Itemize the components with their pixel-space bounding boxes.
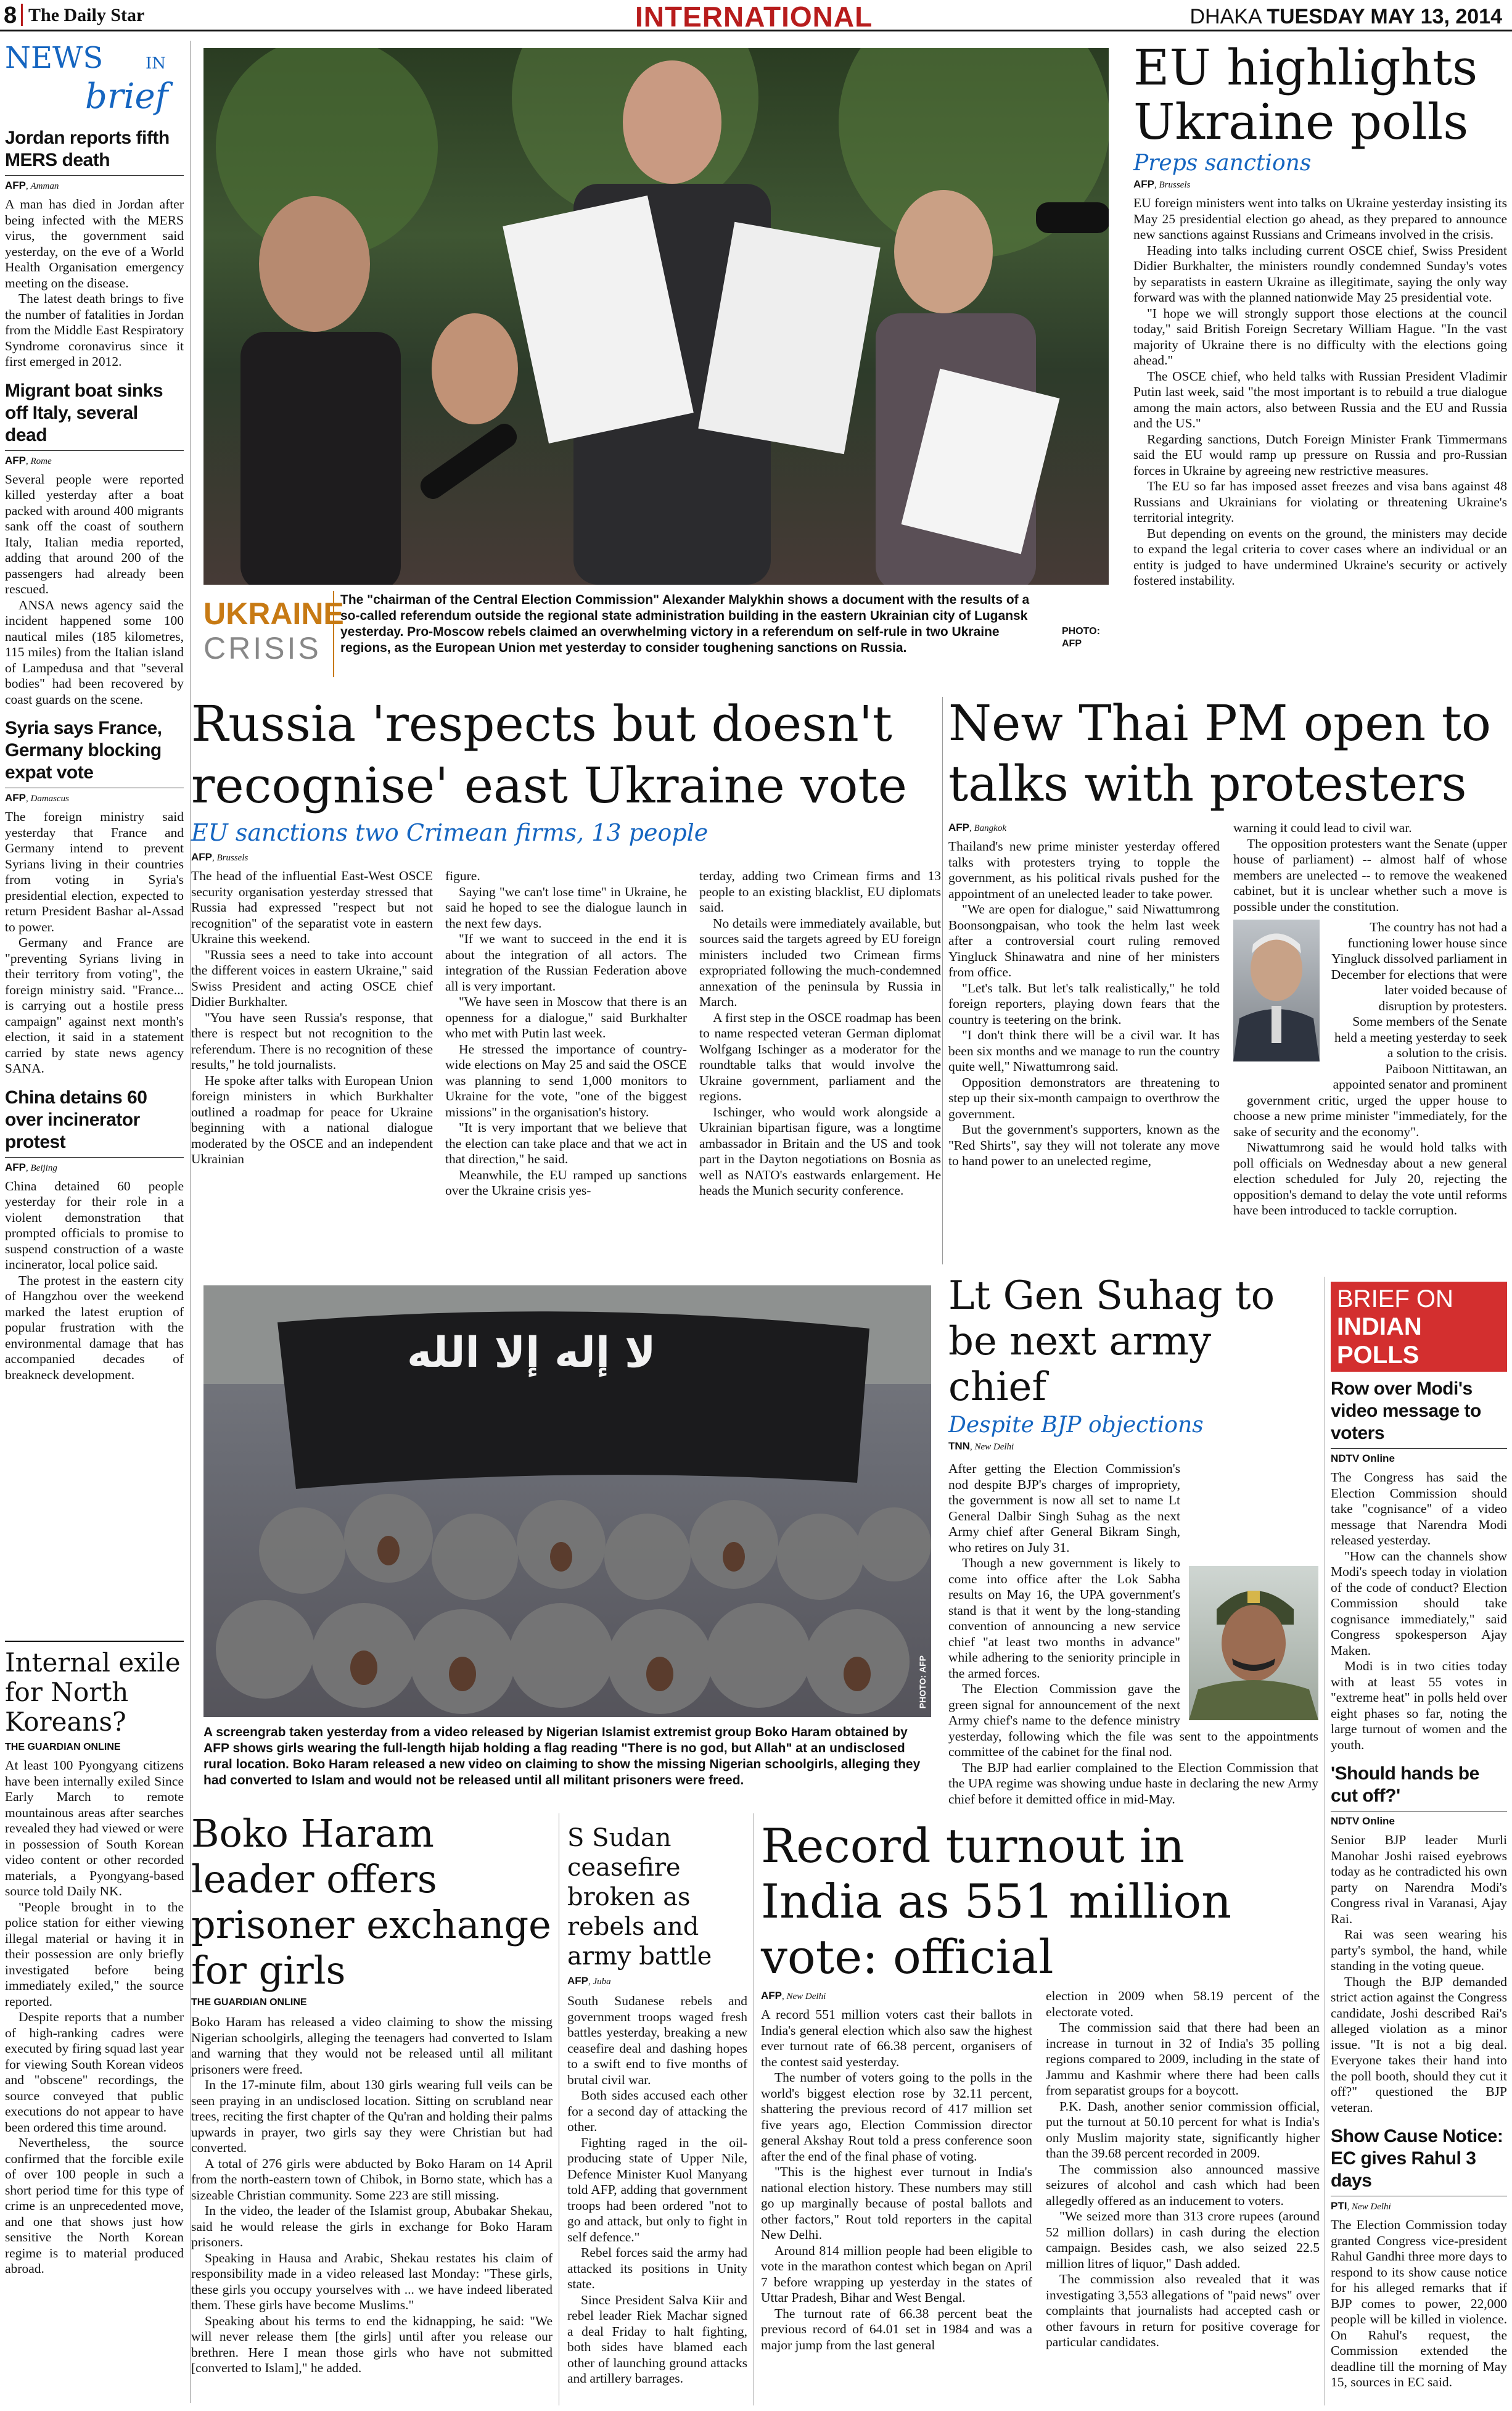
brief-rule [5,1157,184,1158]
brief-title: China detains 60 over incinerator protest [5,1087,147,1152]
ukraine-photo-caption: The "chairman of the Central Election Commission" Alexander Malykhin shows a document with the results of a so-called referendum outside the regional state administration building in the eastern Ukrainian city of Lugansk yesterday. Pro-Moscow rebels claimed an overwhelming victory in a referendum on self-rule in two Ukraine regions, as the European Union met yesterday to consider toughening sanctions on Russia. [340,593,1030,655]
russia-col-3 [699,868,941,1199]
paragraph: Rebel forces said the army had attacked its positions in Unity state. [567,2245,747,2291]
brief-body [1331,1470,1507,1753]
paragraph: He spoke after talks with European Union foreign ministers in which Burkhalter outlined a roadmap for peace for Ukraine beginning with a national dialogue moderated by the OSCE and an independent Ukrainian [191,1073,433,1166]
dateline-place: DHAKA [1189,5,1261,28]
logo-news: NEWS [5,41,104,75]
paragraph: "People brought in to the police station for either viewing illegal material or having it in their possession are only briefly investigated before being immediately exiled," the source reported. [5,1899,184,2009]
boko-photo-caption: A screengrab taken yesterday from a video released by Nigerian Islamist extremist group Boko Haram obtained by AFP shows girls wearing the full-length hijab holding a flag reading "There is no god, but Allah" at an undisclosed rural location. Boko Haram released a new video on claiming to show the missing Nigerian schoolgirls, alleging they had converted to Islam and would not be released until all militant prisoners were freed. [203,1725,921,1787]
thai-agency: AFP, Bangkok [948,822,1006,833]
exile-body [5,1758,184,2277]
sudan-agency-place: Juba [593,1977,611,1987]
brief-rule [5,450,184,451]
russia-col-2 [445,868,687,1199]
brief-agency-name: AFP [5,454,26,466]
paragraph: The latest death brings to five the number of fatalities in Jordan from the Middle East Respiratory Syndrome coronavirus since it first emerged in 2012. [5,291,184,369]
paragraph: warning it could lead to civil war. [1233,820,1412,835]
thai-col-2-bottom [1233,1093,1507,1219]
banner-line-1: BRIEF ON [1337,1285,1453,1313]
brief-agency-name: NDTV Online [1331,1453,1395,1464]
paragraph: Though a new government is likely to come into office after the Lok Sabha results on May 16, the UPA government's stand is that it went by the long-standing convention of announcing a new service chief "at least two months in advance" while adhering to the seniority principle in the armed forces. [948,1556,1180,1681]
thai-agency-place: Bangkok [974,823,1006,833]
eu-article [1133,41,1507,589]
russia-agency-place: Brussels [216,853,249,863]
brief-title: Show Cause Notice: EC gives Rahul 3 days [1331,2126,1503,2191]
brief-agency-name: AFP [5,179,26,191]
brief-rule [5,175,184,176]
paragraph: P.K. Dash, another senior commission official, put the turnout at 50.10 percent for what is India's only Muslim majority state, significantly higher than the 39.68 percent recorded in 2009. [1046,2098,1320,2161]
brief-title: Jordan reports fifth MERS death [5,128,170,170]
brief-item [5,717,184,1077]
eu-subtitle: Preps sanctions [1133,150,1312,176]
paragraph: A first step in the OSCE roadmap has been to name respected veteran German diplomat Wolfgang Ischinger as a moderator for the roundtable talks that would involve the Ukraine government, parliament and the regions. [699,1010,941,1103]
flag-text: لا إله إلا الله [407,1329,656,1377]
paragraph: "I don't think there will be a civil war. It has been six months and we manage to run the country quite well," Niwattumrong said. [948,1028,1220,1074]
brief-agency-name: AFP [5,792,26,804]
paragraph: Senior BJP leader Murli Manohar Joshi raised eyebrows today as he contradicted his own party on Narendra Modi's Congress rival in Varanasi, Ajay Rai. [1331,1832,1507,1926]
turnout-agency-place: New Delhi [786,1992,826,2001]
brief-agency-name: PTI [1331,2200,1347,2212]
paragraph: The foreign ministry said yesterday that France and Germany intend to prevent Syrians living in their countries from voting in Syria's presidential election, expected to return President Bashar al-Assad to power. [5,809,184,934]
brief-item [1331,2125,1507,2391]
paragraph: The Election Commission today granted Congress vice-president Rahul Gandhi three more days to respond to its show cause notice for his alleged remarks that if BJP comes to power, 22,000 people will be killed in violence. On Rahul's request, the Commission extended the deadline till the morning of May 15, sources in EC said. [1331,2217,1507,2389]
thai-col-2-mid [1328,920,1507,1093]
paragraph: "I hope we will strongly support those elections at the council today," said British Foreign Secretary William Hague. "In the vast majority of Ukraine there is no difficulty with the elections going ahead." [1133,305,1507,368]
news-in-brief [5,41,184,1393]
paragraph: At least 100 Pyongyang citizens have been internally exiled Since Early March to remote mountainous areas after searches revealed they had viewed or were in possession of South Korean video content or other recorded materials, a Pyongyang-based source told Daily NK. [5,1758,184,1898]
paragraph: Paiboon Nittitawan, an appointed senator and prominent [1333,1061,1507,1092]
suhag-agency-name: TNN [948,1440,970,1452]
brief-item [1331,1378,1507,1753]
russia-agency-name: AFP [191,851,212,863]
credit-agency: AFP [1062,638,1082,649]
suhag-headline: Lt Gen Suhag to be next army chief [948,1273,1275,1410]
ukraine-caption-block [203,591,1109,683]
kicker-ukraine: UKRAINE [203,596,344,631]
brief-body [1331,2217,1507,2391]
eu-agency-place: Brussels [1159,180,1191,190]
brief-agency: AFP, Beijing [5,1161,57,1173]
paragraph: The Election Commission gave the green signal for announcement of the next Army chief's name to the defence ministry yesterday, following which the file was sent to the appointments committee of the cabinet for the final nod. [948,1681,1318,1759]
exile-headline: Internal exile for North Koreans? [5,1647,181,1737]
brief-agency-place: Damascus [30,794,69,804]
paragraph: A man has died in Jordan after being infected with the MERS virus, the government said yesterday, on the eve of a World Health Organisation emergency meeting on the disease. [5,197,184,291]
paragraph: Heading into talks including current OSCE chief, Swiss President Didier Burkhalter, the ministers roundly condemned Sunday's votes by separatists in eastern Ukraine as illegitimate, saying the only way forward was with the planned nationwide May 25 presidential vote. [1133,242,1507,305]
paragraph: "Russia sees a need to take into account the different voices in eastern Ukraine," said Swiss President and acting OSCE chief Didier Burkhalter. [191,947,433,1009]
paragraph: Several people were reported killed yesterday after a boat packed with around 400 migrants sank off the coast of southern Italy, Italian media reported, adding that around 200 of the passengers had already been rescued. [5,471,184,596]
paragraph: But the government's supporters, known as the "Red Shirts", say they will not tolerate any move to hand power to an unelected regime, [948,1122,1220,1168]
section-title: INTERNATIONAL [635,1,873,33]
brief-rule [1331,1448,1507,1449]
paragraph: The commission said that there had been an increase in turnout in 32 of India's 35 polling regions compared to 2009, including in the state of Jammu and Kashmir where there had been calls from separatist groups for a boycott. [1046,2020,1320,2098]
paragraph: ANSA news agency said the incident happened some 100 nautical miles (185 kilometres, 115 miles) from the Italian island of Lampedusa and that "several bodies" had been recovered by coast guards on the scene. [5,597,184,707]
paragraph: Modi is in two cities today with at least 55 votes in "extreme heat" in polls held over eight phases so far, noting the large turnout of women and the youth. [1331,1659,1507,1752]
paragraph: Boko Haram has released a video claiming to show the missing Nigerian schoolgirls, alleging the teenagers had converted to Islam and warning that they would not be released until all militant prisoners were freed. [191,2014,553,2077]
turnout-col-2 [1046,1989,1320,2353]
paragraph: figure. [445,868,480,883]
exile-agency: THE GUARDIAN ONLINE [5,1742,121,1752]
paragraph: EU foreign ministers went into talks on Ukraine yesterday insisting its May 25 presidential election go ahead, as they prepared to announce new sanctions against Russians and Crimeans involved in the crisis. [1133,196,1507,242]
suhag-agency-place: New Delhi [974,1442,1014,1452]
suhag-article [948,1273,1318,1807]
brief-body [5,1179,184,1383]
paragraph: The commission also revealed that it was investigating 3,553 allegations of "paid news" over complaints that journalists had accepted cash or other favours in return for positive coverage for particular candidates. [1046,2272,1320,2349]
brief-item [5,127,184,370]
suhag-agency: TNN, New Delhi [948,1440,1014,1452]
brief-body [1331,1832,1507,2116]
paragraph: In the video, the leader of the Islamist group, Abubakar Shekau, said he would release the girls in exchange for Boko Haram prisoners. [191,2203,553,2249]
paragraph: South Sudanese rebels and government troops waged fresh battles yesterday, breaking a new ceasefire deal and dashing hopes to a swift end to five months of brutal civil war. [567,1993,747,2087]
thai-agency-name: AFP [948,822,969,833]
turnout-agency: AFP, New Delhi [761,1990,826,2001]
paragraph: The opposition protesters want the Senate (upper house of parliament) -- almost half of whose members are unelected -- to remove the weakened cabinet, but it is unclear whether such a move is possible under the constitution. [1233,836,1507,914]
paragraph: A record 551 million voters cast their ballots in India's general election which also saw the highest ever turnout rate of 66.38 percent, organisers of the contest said yesterday. [761,2007,1032,2069]
paragraph: "We seized more than 313 crore rupees (around 52 million dollars) in cash during the election campaign. Besides cash, we also seized 22.5 million litres of liquor," Dash added. [1046,2209,1320,2271]
boko-headline: Boko Haram leader offers prisoner exchange for girls [191,1811,551,1993]
paragraph: Speaking in Hausa and Arabic, Shekau restates his claim of responsibility made in a video released last Monday: "These girls, these girls you occupy yourselves with ... we have indeed liberated them. These girls have become Muslims." [191,2250,553,2312]
paragraph: terday, adding two Crimean firms and 13 people to an existing blacklist, EU diplomats said. [699,868,941,915]
paragraph: "It is very important that we believe that the election can take place and that we act in that direction," he said. [445,1120,687,1166]
boko-article [191,1811,553,2376]
polls-brief-banner [1331,1282,1507,1372]
paragraph: After getting the Election Commission's nod despite BJP's charges of impropriety, the government is now all set to name Lt General Dalbir Singh Suhag as the next Army chief after General Bikram Singh, who retires on July 31. [948,1461,1180,1555]
boko-credit-agency: AFP [918,1655,927,1673]
credit-label: PHOTO: [1062,626,1100,637]
thai-col-1 [948,839,1220,1169]
paragraph: Ischinger, who would work alongside a Ukrainian bipartisan figure, was a longtime ambassador in Britain and the US and took part in the Dayton negotiations on Bosnia as well as NATO's eastwards enlargement. He heads the Munich security conference. [699,1104,941,1198]
paragraph: He stressed the importance of country-wide elections on May 25 and said the OSCE was planning to send 1,000 monitors to Ukraine for the vote, "one of the biggest missions" in the organisation's history. [445,1041,687,1119]
brief-item [1331,1763,1507,2116]
paragraph: The head of the influential East-West OSCE security organisation yesterday stressed that Russia had expressed "respect but not recognition" of the separatist vote in eastern Ukraine this weekend. [191,868,433,946]
brief-agency-place: Rome [30,456,52,466]
paragraph: The EU so far has imposed asset freezes and visa bans against 48 Russians and Ukrainians for violating or threatening Ukraine's territorial integrity. [1133,479,1507,525]
brief-body [5,472,184,708]
paragraph: "If we want to succeed in the end it is about the integration of all actors. The integration of the Russian Federation above all is very important. [445,931,687,994]
sudan-agency-name: AFP [567,1975,588,1987]
paragraph: Some members of the Senate held a meeting yesterday to seek a solution to the crisis. [1334,1014,1507,1060]
paragraph: Thailand's new prime minister yesterday offered talks with protesters trying to topple the government, as his political rivals pushed for the appointment of an unelected leader to take power. [948,839,1220,901]
thai-photo-row [1233,920,1507,1093]
paragraph: The Congress has said the Election Commission should take "cognisance" of a video message that Narendra Modi released yesterday. [1331,1470,1507,1548]
paragraph: The country has not had a functioning lower house since Yingluck dissolved parliament in December for elections that were later voided because of disruption by protesters. [1331,920,1507,1013]
suhag-portrait [1189,1566,1318,1720]
thai-pm-photo [1233,920,1320,1061]
paragraph: Saying "we can't lose time" in Ukraine, he said he hoped to see the dialogue launch in the next few days. [445,884,687,931]
eu-body [1133,196,1507,589]
paragraph: The BJP had earlier complained to the Election Commission that the UPA regime was showing undue haste in declaring the new Army chief before it demitted office in mid-May. [948,1760,1318,1807]
paragraph: "Let's talk. But let's talk realistically," he told foreign reporters, playing down fears that the country is teetering on the brink. [948,980,1220,1027]
paragraph: Speaking about his terms to end the kidnapping, he said: "We will never release them [the girls] until after you release our brethren. Here I mean those girls who have not submitted [converted to Islam]," he added. [191,2313,553,2375]
banner-line-2: INDIAN POLLS [1337,1313,1422,1369]
sudan-headline: S Sudan ceasefire broken as rebels and army battle [567,1824,712,1971]
brief-agency [1331,1453,1507,1465]
logo-brief: brief [85,76,168,117]
brief-agency: AFP, Amman [5,179,59,191]
ukraine-photo-credit [1062,625,1100,650]
suhag-body-wrap [948,1461,1318,1807]
brief-title: Migrant boat sinks off Italy, several dead [5,380,163,445]
paragraph: China detained 60 people yesterday for their role in a violent demonstration that prompted officials to promise to suspend construction of a waste incinerator, local police said. [5,1178,184,1272]
header-divider [21,4,23,26]
thai-col-2-top [1233,820,1507,915]
thai-pm-portrait [1233,920,1320,1061]
paragraph: The OSCE chief, who held talks with Russian President Vladimir Putin last week, said "the most important is to rebuild a true dialogue among the main actors, also between Russia and the EU and Russia and the US." [1133,368,1507,431]
brief-body [5,197,184,370]
paragraph: Around 814 million people had been eligible to vote in the marathon contest which began on April 7 before wrapping up yesterday in the states of Uttar Pradesh, Bihar and West Bengal. [761,2243,1032,2305]
eu-agency: AFP, Brussels [1133,178,1191,190]
column-divider [190,41,191,2403]
russia-headline: Russia 'respects but doesn't recognise' east Ukraine vote [191,695,907,814]
dateline [1189,5,1502,29]
brief-title: Row over Modi's video message to voters [1331,1379,1481,1443]
turnout-headline: Record turnout in India as 551 million vote: official [761,1818,1232,1984]
turnout-article [761,1818,1320,2353]
turnout-agency-name: AFP [761,1990,782,2001]
paragraph: Rai was seen wearing his party's symbol, the hand, while standing in the voting queue. [1331,1927,1507,1973]
brief-agency-name: AFP [5,1161,26,1173]
paragraph: Though the BJP demanded strict action against the Congress candidate, Joshi described Rai's alleged violation as a minor issue. "It is not a big deal. Everyone takes their hand into the poll booth, should they cut it off?" questioned the BJP veteran. [1331,1974,1507,2115]
brief-item [5,1087,184,1383]
column-divider-2 [942,697,943,1264]
brief-agency-place: Amman [30,181,59,191]
paragraph: The turnout rate of 66.38 percent beat the previous record of 64.01 set in 1984 and was a major jump from the last general [761,2306,1032,2352]
paragraph: The protest in the eastern city of Hangzhou over the weekend marked the latest eruption of popular frustration with the environmental damage that has accompanied decades of breakneck development. [5,1272,184,1382]
thai-col-1-wrap [948,820,1220,1219]
dateline-date: TUESDAY MAY 13, 2014 [1267,5,1502,28]
paragraph: Meanwhile, the EU ramped up sanctions over the Ukraine crisis yes- [445,1167,687,1198]
exile-rule [5,1641,184,1642]
boko-photo [203,1285,931,1717]
sudan-agency: AFP, Juba [567,1975,611,1987]
kicker-crisis: CRISIS [203,631,321,666]
boko-agency: THE GUARDIAN ONLINE [191,1997,307,2008]
paragraph: "We are open for dialogue," said Niwattumrong Boonsongpaisan, who took the helm last week after a controversial court ruling removed Yingluck Shinawatra and nine of her ministers from office. [948,902,1220,979]
brief-agency-place: New Delhi [1351,2202,1391,2212]
ukraine-photo-illustration [203,48,1109,585]
boko-body [191,2014,553,2376]
paragraph: Niwattumrong said he would hold talks with poll officials on Wednesday about a new general election scheduled for July 20, rejecting the opposition's demand to delay the vote until reforms have been introduced to tackle corruption. [1233,1140,1507,1218]
russia-agency: AFP, Brussels [191,851,249,863]
sudan-body [567,1993,747,2387]
paragraph: The commission also announced massive seizures of alcohol and cash which had been allegedly offered as an inducement to voters. [1046,2161,1320,2208]
exile-article [5,1641,184,2277]
ukraine-photo [203,48,1109,585]
paragraph: election in 2009 when 58.19 percent of the electorate voted. [1046,1989,1320,2019]
eu-agency-name: AFP [1133,178,1154,190]
paragraph: In the 17-minute film, about 130 girls wearing full veils can be seen praying in an undisclosed location. Sitting on scrubland near trees, reciting the first chapter of the Qu'ran and holding their palms upwards in prayer, two girls say they were Christian but had converted. [191,2077,553,2155]
brief-item [5,380,184,708]
paragraph: Fighting raged in the oil-producing state of Upper Nile, Defence Minister Kuol Manyang told AFP, adding that government troops had been ordered "not to go and attack, but only to fight in self defence." [567,2135,747,2244]
paragraph: Regarding sanctions, Dutch Foreign Minister Frank Timmermans said the EU would ramp up pressure on Russia and pro-Russian forces in Ukraine by agreeing new restrictive measures. [1133,431,1507,478]
eu-headline: EU highlights Ukraine polls [1133,39,1478,150]
paragraph: Both sides accused each other for a second day of attacking the other. [567,2088,747,2134]
paragraph: government critic, urged the upper house to choose a new prime minister "immediately, for the sake of security and the economy". [1233,1092,1507,1139]
brief-agency: PTI, New Delhi [1331,2200,1391,2212]
russia-columns [191,868,943,1199]
paragraph: "We have seen in Moscow that there is an openness for a dialogue," said Burkhalter who met with Putin last week. [445,994,687,1041]
paragraph: Opposition demonstrators are threatening to step up their six-month campaign to overthrow the government. [948,1074,1220,1121]
paragraph: Nevertheless, the source confirmed that the forcible exile of over 100 people in such a short period time for this type of crime is an unprecedented move, and one that shows just how sensitive the North Korean regime is to material produced abroad. [5,2135,184,2276]
polls-brief-items [1331,1378,1507,2391]
paragraph: "This is the highest ever turnout in India's national election history. These numbers may still go up marginally because of postal ballots and other factors," Rout told reporters in the capital New Delhi. [761,2164,1032,2242]
brief-agency-place: Beijing [30,1163,57,1173]
suhag-photo [1189,1566,1318,1720]
suhag-subtitle: Despite BJP objections [948,1412,1204,1438]
page-header [0,0,1512,31]
paragraph: Since President Salva Kiir and rebel leader Riek Machar signed a deal Friday to halt fighting, both sides have blamed each other of launching ground attacks and artillery barrages. [567,2292,747,2386]
brief-agency-name: NDTV Online [1331,1815,1395,1827]
brief-title: 'Should hands be cut off?' [1331,1763,1479,1806]
brief-title: Syria says France, Germany blocking expat vote [5,718,162,783]
boko-credit-label: PHOTO: [918,1675,927,1709]
paragraph: A total of 276 girls were abducted by Boko Haram on 14 April from the north-eastern town of Chibok, in Borno state, which has a sizeable Christian community. Some 223 are still missing. [191,2156,553,2203]
paragraph: Germany and France are "preventing Syrians living in their territory from voting", the foreign ministry said. "France... is carrying out a hostile press campaign" against next month's election, it said in a statement carried by state news agency SANA. [5,935,184,1076]
thai-col-2-wrap [1233,820,1507,1219]
russia-article [191,693,943,1199]
paragraph: Despite reports that a number of high-ranking cadres were executed by firing squad last year for viewing South Korean videos and "obscene" recordings, the source conveyed that public executions do not appear to have been ordered this time around. [5,2009,184,2135]
thai-columns [948,820,1507,1219]
sudan-article [567,1823,747,2387]
paragraph: The number of voters going to the polls in the world's biggest election rose by 32.11 percent, shattering the previous record of 417 million set five years ago, Election Commission director general Akshay Rout told a press conference soon after the end of the final phase of voting. [761,2070,1032,2164]
thai-article [948,693,1507,1219]
russia-col-1 [191,868,433,1199]
thai-headline: New Thai PM open to talks with protesters [948,694,1491,812]
paragraph: "How can the channels show Modi's speech today in violation of the code of conduct? Election Commission should take cognisance immediately," said Congress spokesperson Ajay Maken. [1331,1548,1507,1658]
paragraph: "You have seen Russia's response, that there is respect but not recognition to the referendum. There is no recognition of these results," he told journalists. [191,1010,433,1072]
turnout-columns [761,1989,1320,2353]
brief-agency: AFP, Rome [5,454,52,466]
logo-in: IN [146,54,166,73]
boko-photo-credit [918,1655,927,1708]
russia-subtitle: EU sanctions two Crimean firms, 13 people [191,819,709,846]
paragraph: No details were immediately available, but sources said the targets agreed by EU foreign ministers included two Crimean firms expropriated following the much-condemned annexation of the peninsula by Russia in March. [699,915,941,1009]
turnout-col-1 [761,2007,1032,2353]
brief-items [5,127,184,1383]
brief-agency: AFP, Damascus [5,792,69,804]
brief-agency [1331,1815,1507,1828]
news-in-brief-logo [5,41,184,127]
page-number: 8 [4,2,17,28]
paper-name: The Daily Star [28,5,145,25]
turnout-col-1-wrap [761,1989,1032,2353]
paragraph: But depending on events on the ground, the ministers may decide to expand the legal criteria to cover cases where an individual or an entity is judged to have undermined Ukraine's security or actively fostered instability. [1133,525,1507,588]
polls-brief [1331,1282,1507,2401]
brief-body [5,809,184,1077]
